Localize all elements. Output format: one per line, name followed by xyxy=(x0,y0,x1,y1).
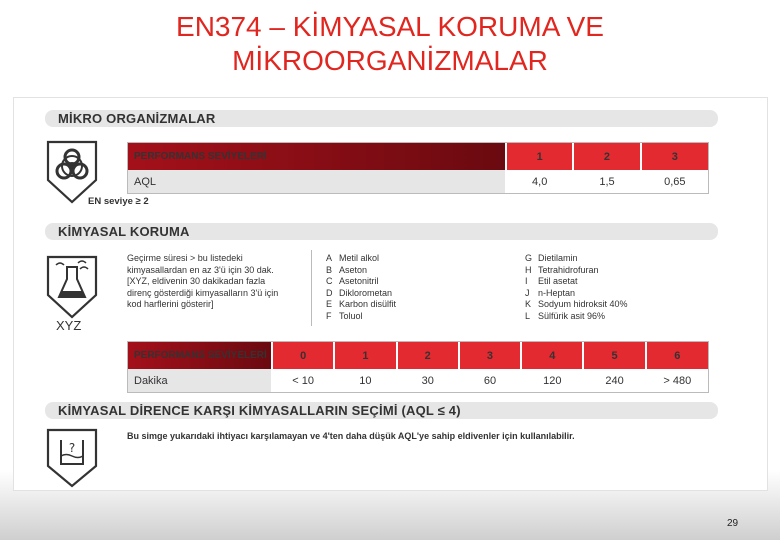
aql-row-label: AQL xyxy=(128,170,506,193)
aql-level-1: 1 xyxy=(506,143,573,170)
breakthrough-value-1: 10 xyxy=(334,369,396,392)
description-line: [XYZ, eldivenin 30 dakikadan fazla xyxy=(127,276,266,286)
chemical-item: L Sülfürik asit 96% xyxy=(525,310,606,321)
breakthrough-level-2: 2 xyxy=(397,342,459,369)
svg-text:?: ? xyxy=(68,441,76,455)
selection-note: Bu simge yukarıdaki ihtiyacı karşılamayan ve 4'ten daha düşük AQL'ye sahip eldivenler için kullanılabilir. xyxy=(127,431,575,441)
breakthrough-level-0: 0 xyxy=(272,342,334,369)
breakthrough-level-6: 6 xyxy=(646,342,708,369)
breakthrough-level-1: 1 xyxy=(334,342,396,369)
slide-title-line1: EN374 – KİMYASAL KORUMA VE xyxy=(176,11,604,42)
breakthrough-level-3: 3 xyxy=(459,342,521,369)
chemical-item: D Diklorometan xyxy=(326,287,393,298)
chemical-list-right xyxy=(525,253,628,322)
section-heading-chemical: KİMYASAL KORUMA xyxy=(45,223,718,240)
chemical-item: I Etil asetat xyxy=(525,276,578,286)
flask-shield-icon xyxy=(44,253,100,321)
chemical-item: C Asetonitril xyxy=(326,276,379,286)
breakthrough-level-5: 5 xyxy=(583,342,645,369)
chemical-code-caption: XYZ xyxy=(56,318,82,333)
breakthrough-value-5: 240 xyxy=(583,369,645,392)
breakthrough-value-0: < 10 xyxy=(272,369,334,392)
description-line: direnç gösterdiği kimyasalların 3'ü için xyxy=(127,287,279,298)
chemical-item: A Metil alkol xyxy=(326,253,380,263)
content-panel xyxy=(14,98,767,490)
chemical-item: H Tetrahidrofuran xyxy=(525,264,599,275)
section-heading-selection: KİMYASAL DİRENCE KARŞI KİMYASALLARIN SEÇİMİ (AQL ≤ 4) xyxy=(45,402,718,419)
aql-level-3: 3 xyxy=(641,143,708,170)
slide-title xyxy=(0,10,780,78)
chemical-item: F Toluol xyxy=(326,310,363,321)
chemical-item: G Dietilamin xyxy=(525,253,578,263)
chemical-item: K Sodyum hidroksit 40% xyxy=(525,299,628,309)
micro-level-caption: EN seviye ≥ 2 xyxy=(88,196,149,207)
chemical-list-left xyxy=(326,253,396,322)
aql-value-3: 0,65 xyxy=(641,170,708,193)
low-chemical-beaker-shield-icon xyxy=(44,426,100,490)
breakthrough-value-4: 120 xyxy=(521,369,583,392)
chemical-item: J n-Heptan xyxy=(525,287,576,298)
aql-value-1: 4,0 xyxy=(506,170,573,193)
aql-header-label: PERFORMANS SEVİYELERİ xyxy=(128,143,506,170)
chemical-item: E Karbon disülfit xyxy=(326,299,397,309)
description-line: kod harflerini gösterir] xyxy=(127,299,214,309)
breakthrough-value-6: > 480 xyxy=(646,369,708,392)
section-heading-micro: MİKRO ORGANİZMALAR xyxy=(45,110,718,127)
breakthrough-level-4: 4 xyxy=(521,342,583,369)
aql-table xyxy=(127,142,709,194)
description-line: kimyasallardan en az 3'ü için 30 dak. xyxy=(127,264,274,275)
breakthrough-value-3: 60 xyxy=(459,369,521,392)
column-divider xyxy=(311,250,312,326)
description-line: Geçirme süresi > bu listedeki xyxy=(127,253,243,263)
breakthrough-table xyxy=(127,341,709,393)
breakthrough-value-2: 30 xyxy=(397,369,459,392)
breakthrough-row-label: Dakika xyxy=(128,369,272,392)
slide-title-line2: MİKROORGANİZMALAR xyxy=(232,45,548,76)
page-number: 29 xyxy=(727,518,739,529)
chemical-item: B Aseton xyxy=(326,264,368,275)
aql-level-2: 2 xyxy=(573,143,640,170)
aql-value-2: 1,5 xyxy=(573,170,640,193)
breakthrough-header-label: PERFORMANS SEVİYELERİ xyxy=(128,342,272,369)
chemical-description xyxy=(127,253,278,311)
